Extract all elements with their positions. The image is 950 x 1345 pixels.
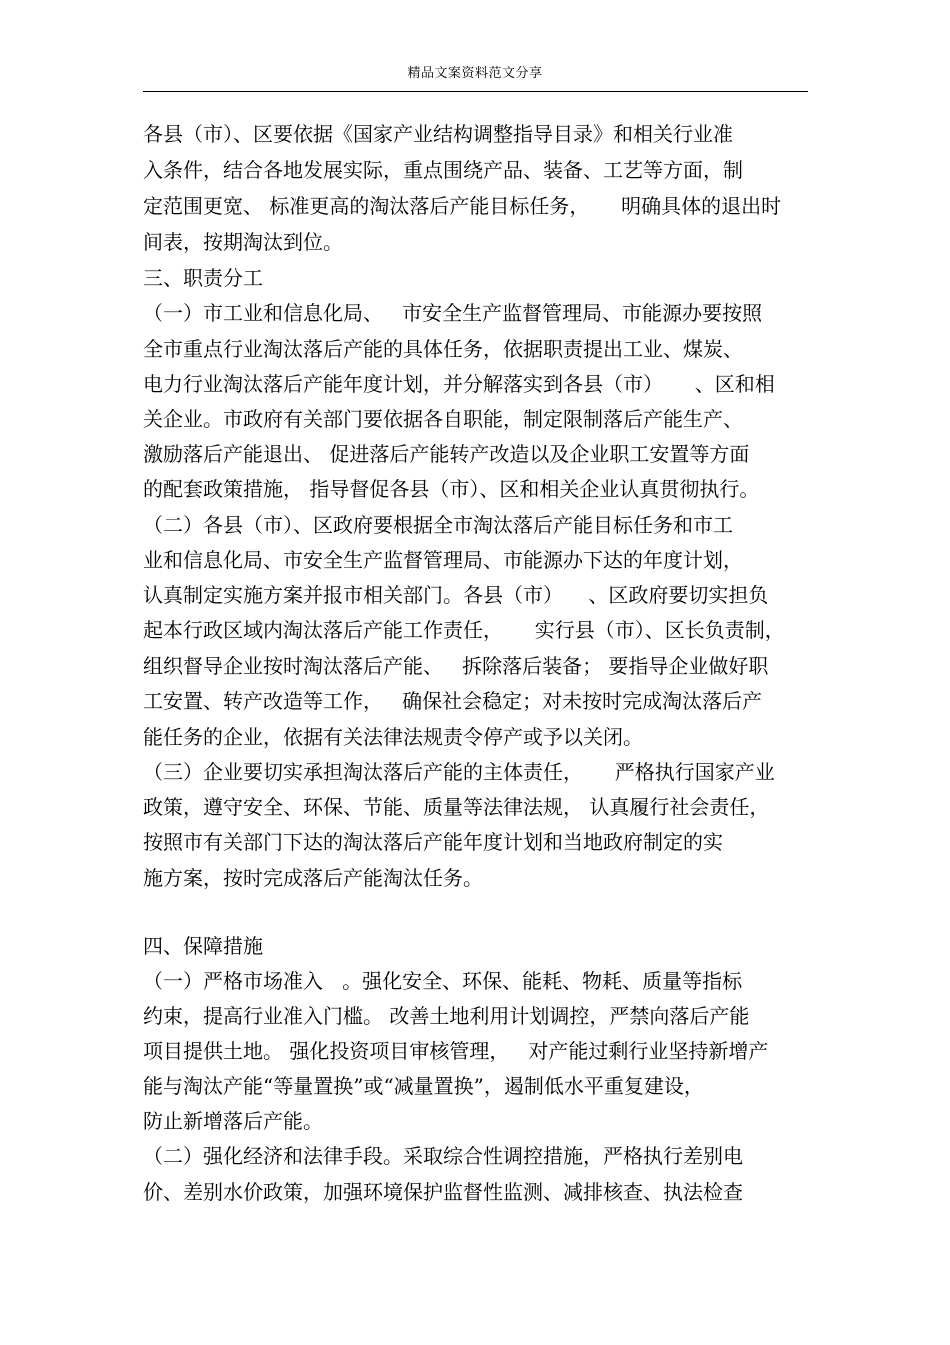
text-line: 电力行业淘汰落后产能年度计划，并分解落实到各县（市） 、区和相 bbox=[143, 372, 775, 396]
text-line: 项目提供土地。 强化投资项目审核管理， 对产能过剩行业坚持新增产 bbox=[143, 1039, 769, 1063]
text-line: 各县（市）、区要依据《国家产业结构调整指导目录》和相关行业准 bbox=[143, 122, 733, 146]
text-line: 防止新增落后产能。 bbox=[143, 1109, 323, 1133]
section-heading: 四、保障措施 bbox=[143, 934, 263, 958]
page-header: 精品文案资料范文分享 bbox=[407, 66, 543, 81]
text-line: 施方案，按时完成落后产能淘汰任务。 bbox=[143, 866, 483, 890]
text-line: 组织督导企业按时淘汰落后产能、 拆除落后装备； 要指导企业做好职 bbox=[143, 654, 769, 678]
text-line: 业和信息化局、市安全生产监督管理局、市能源办下达的年度计划， bbox=[143, 548, 743, 572]
text-line: 政策，遵守安全、环保、节能、质量等法律法规， 认真履行社会责任， bbox=[143, 795, 770, 819]
text-line: 定范围更宽、 标准更高的淘汰落后产能目标任务， 明确具体的退出时 bbox=[143, 194, 782, 218]
text-line: 约束，提高行业准入门槛。 改善土地利用计划调控，严禁向落后产能 bbox=[143, 1004, 750, 1028]
text-line: 全市重点行业淘汰落后产能的具体任务，依据职责提出工业、煤炭、 bbox=[143, 337, 743, 361]
text-line: 能与淘汰产能“等量置换”或“减量置换”，遏制低水平重复建设， bbox=[143, 1074, 704, 1098]
text-line: 的配套政策措施， 指导督促各县（市）、区和相关企业认真贯彻执行。 bbox=[143, 477, 760, 501]
text-line: 入条件，结合各地发展实际，重点围绕产品、装备、工艺等方面，制 bbox=[143, 158, 743, 182]
text-line: 能任务的企业，依据有关法律法规责令停产或予以关闭。 bbox=[143, 725, 643, 749]
text-line: （二）各县（市）、区政府要根据全市淘汰落后产能目标任务和市工 bbox=[143, 513, 733, 537]
text-line: （一）严格市场准入 。强化安全、环保、能耗、物耗、质量等指标 bbox=[143, 969, 743, 993]
text-line: （三）企业要切实承担淘汰落后产能的主体责任， 严格执行国家产业 bbox=[143, 760, 775, 784]
text-line: 关企业。市政府有关部门要依据各自职能，制定限制落后产能生产、 bbox=[143, 407, 743, 431]
text-line: 起本行政区域内淘汰落后产能工作责任， 实行县（市）、区长负责制， bbox=[143, 618, 785, 642]
text-line: （一）市工业和信息化局、 市安全生产监督管理局、市能源办要按照 bbox=[143, 301, 763, 325]
text-line: 激励落后产能退出、 促进落后产能转产改造以及企业职工安置等方面 bbox=[143, 442, 750, 466]
text-line: 工安置、转产改造等工作， 确保社会稳定；对未按时完成淘汰落后产 bbox=[143, 689, 763, 713]
text-line: （二）强化经济和法律手段。采取综合性调控措施，严格执行差别电 bbox=[143, 1144, 743, 1168]
text-line: 认真制定实施方案并报市相关部门。各县（市） 、区政府要切实担负 bbox=[143, 583, 769, 607]
text-line: 间表，按期淘汰到位。 bbox=[143, 230, 343, 254]
header-divider bbox=[143, 91, 808, 92]
text-line: 按照市有关部门下达的淘汰落后产能年度计划和当地政府制定的实 bbox=[143, 830, 723, 854]
section-heading: 三、职责分工 bbox=[143, 266, 263, 290]
text-line: 价、差别水价政策，加强环境保护监督性监测、减排核查、执法检查 bbox=[143, 1180, 743, 1204]
